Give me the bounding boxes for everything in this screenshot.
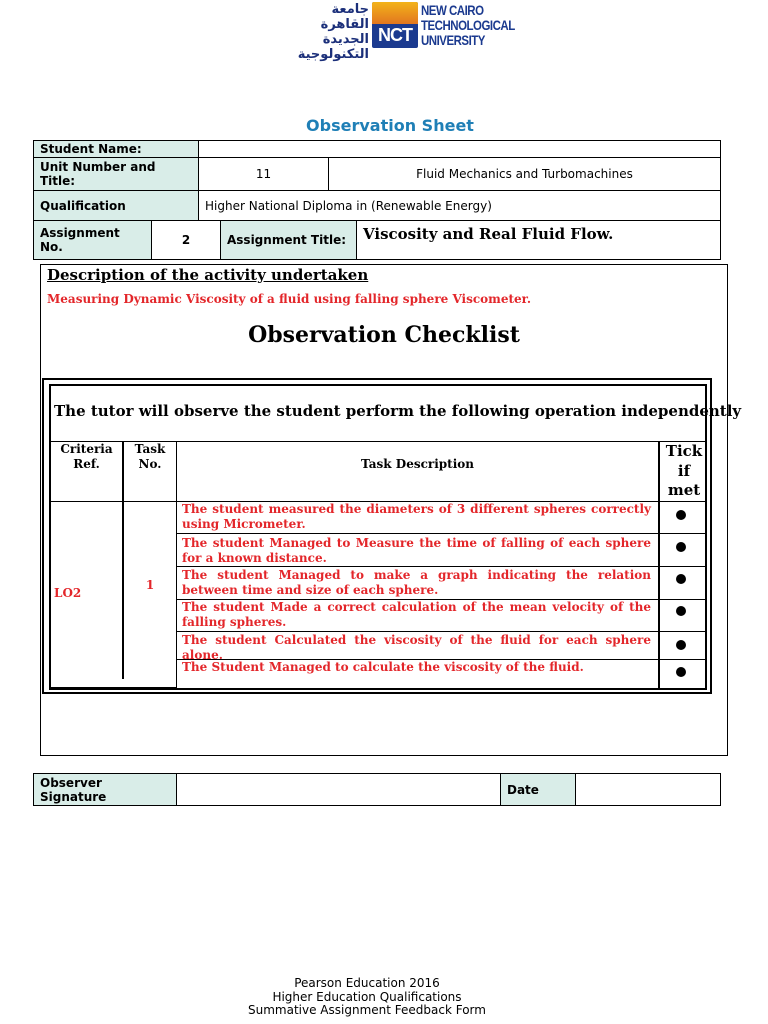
unit-title: Fluid Mechanics and Turbomachines: [328, 157, 721, 191]
university-logo: [273, 2, 515, 62]
footer-line-2: Higher Education Qualifications: [272, 989, 462, 1004]
assignment-no-label: Assignment No.: [33, 220, 152, 260]
unit-number: 11: [198, 157, 329, 191]
footer-line-1: Pearson Education 2016: [294, 976, 440, 990]
task-row-4: The student Made a correct calculation of the mean velocity of the falling spheres.: [182, 600, 651, 629]
task-no-header: Task No.: [134, 442, 166, 471]
task-row-1: The student measured the diameters of 3 different spheres correctly using Micrometer.: [182, 502, 651, 531]
task-no-value: 1: [145, 578, 155, 592]
grid-line: [176, 566, 705, 567]
logo-arabic-line-3: التكنولوجية: [297, 47, 369, 62]
qualification-label: Qualification: [33, 190, 199, 221]
task-description-header: Task Description: [360, 457, 474, 471]
logo-monogram: NCT: [378, 25, 412, 45]
tick-dot-icon: [676, 640, 686, 650]
logo-arabic-line-2: القاهرة الجديدة: [320, 17, 369, 47]
criteria-ref-value: LO2: [54, 586, 82, 600]
observer-signature-label: Observer Signature: [33, 773, 177, 806]
footer-line-3: Summative Assignment Feedback Form: [248, 1003, 486, 1017]
grid-line: [49, 687, 177, 688]
logo-english-text: [421, 2, 515, 48]
logo-english-line-1: NEW CAIRO: [421, 2, 484, 18]
grid-line: [122, 441, 124, 679]
grid-line: [176, 441, 177, 688]
qualification-value: Higher National Diploma in (Renewable Energy): [198, 190, 721, 221]
tick-dot-icon: [676, 542, 686, 552]
tick-dot-icon: [676, 667, 686, 677]
task-row-5: The student Calculated the viscosity of the fluid for each sphere alone.: [182, 633, 651, 662]
observer-signature-field[interactable]: [176, 773, 501, 806]
footer: [0, 977, 734, 1018]
checklist-title: Observation Checklist: [248, 322, 520, 348]
grid-line: [658, 441, 660, 689]
grid-line: [176, 533, 705, 534]
tick-header: Tick if met: [665, 442, 703, 499]
tick-dot-icon: [676, 510, 686, 520]
logo-arabic-text: [273, 2, 369, 62]
assignment-title-value: Viscosity and Real Fluid Flow.: [356, 220, 721, 260]
logo-english-line-3: UNIVERSITY: [421, 32, 485, 48]
date-field[interactable]: [575, 773, 721, 806]
logo-english-line-2: TECHNOLOGICAL: [421, 17, 515, 33]
date-label: Date: [500, 773, 576, 806]
assignment-title-label: Assignment Title:: [220, 220, 357, 260]
grid-line: [176, 631, 705, 632]
task-row-2: The student Managed to Measure the time of falling of each sphere for a known distance.: [182, 536, 651, 565]
logo-sun-icon: [372, 2, 418, 24]
activity-description: Measuring Dynamic Viscosity of a fluid using falling sphere Viscometer.: [47, 292, 532, 306]
criteria-ref-header: Criteria Ref.: [60, 442, 113, 471]
student-name-field[interactable]: [198, 140, 721, 158]
student-name-label: Student Name:: [33, 140, 199, 158]
task-row-3: The student Managed to make a graph indicating the relation between time and size of each sphere.: [182, 568, 651, 597]
grid-line: [176, 692, 706, 693]
task-row-6: The Student Managed to calculate the viscosity of the fluid.: [182, 660, 584, 674]
assignment-no-value: 2: [151, 220, 221, 260]
logo-arabic-line-1: جامعة: [331, 2, 369, 17]
unit-label: Unit Number and Title:: [33, 157, 199, 191]
page-title: Observation Sheet: [306, 116, 474, 135]
tick-dot-icon: [676, 574, 686, 584]
logo-badge-icon: [372, 2, 418, 48]
checklist-intro: The tutor will observe the student perform the following operation independently: [54, 402, 742, 420]
activity-heading: Description of the activity undertaken: [47, 266, 369, 284]
tick-dot-icon: [676, 606, 686, 616]
